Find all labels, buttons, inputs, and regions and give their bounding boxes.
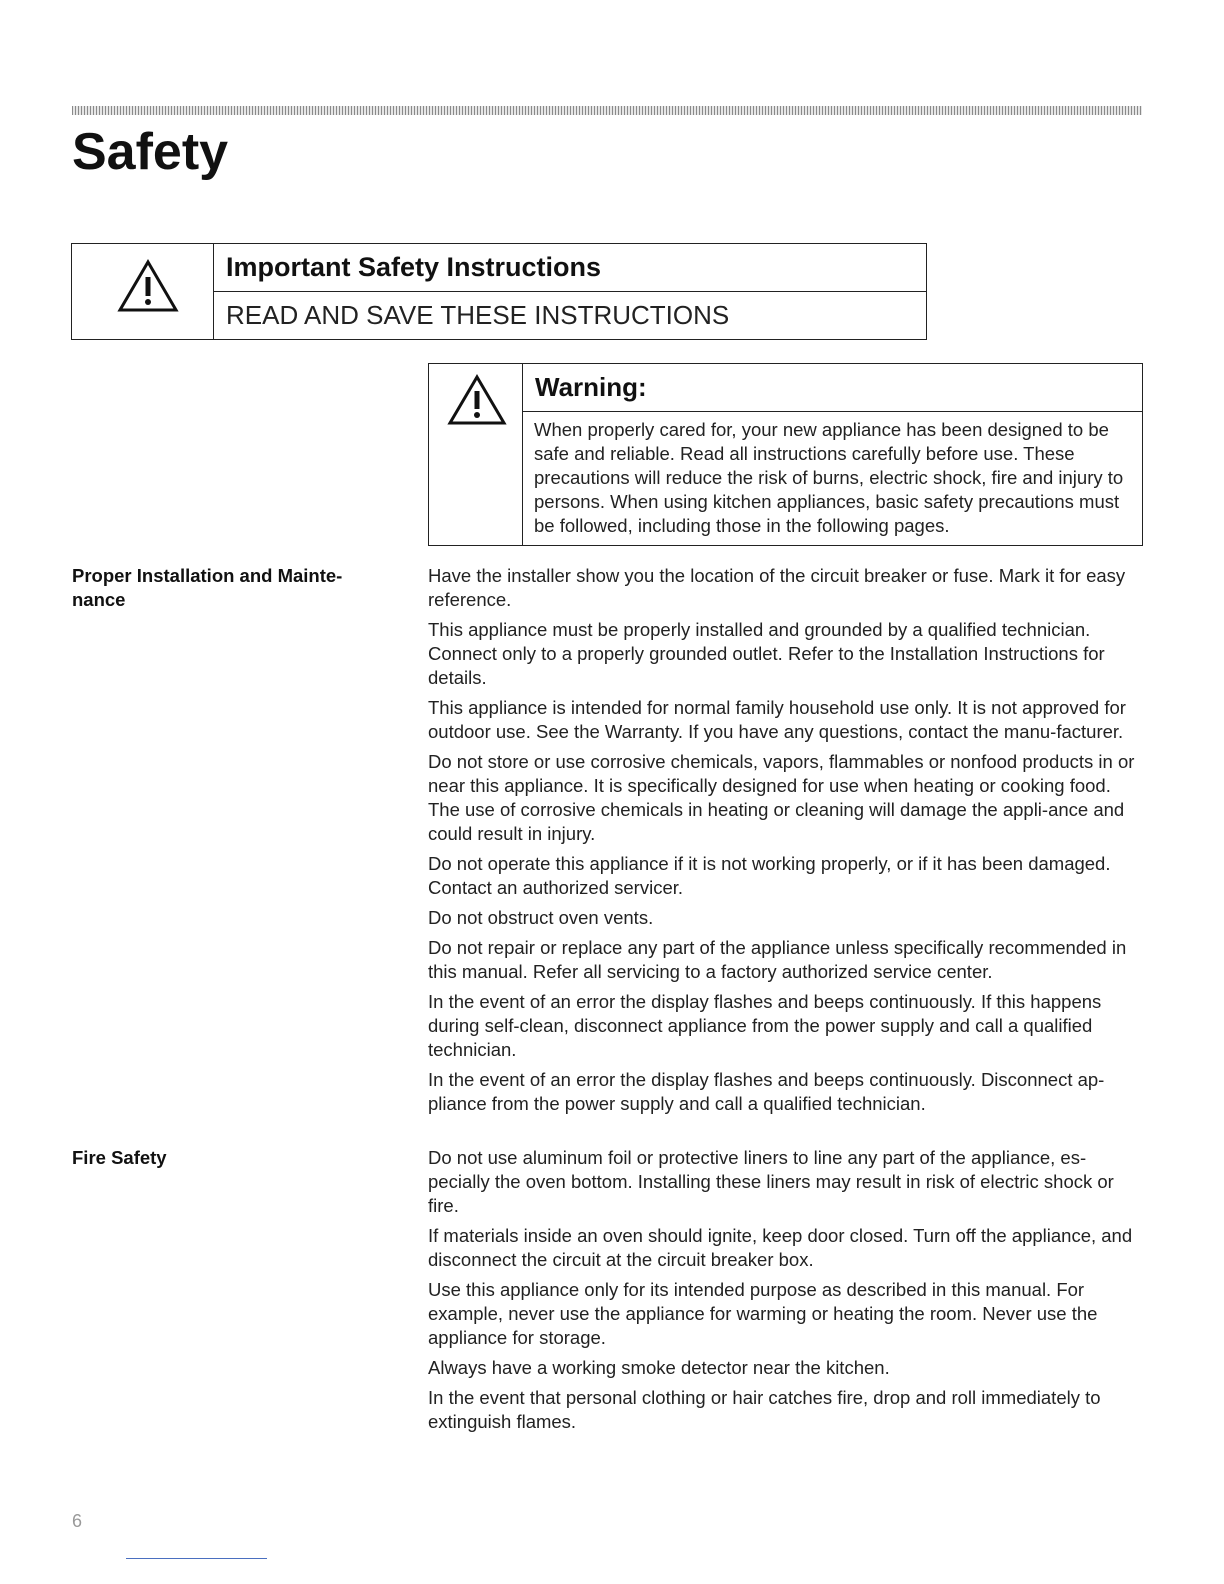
paragraph: In the event of an error the display flashes and beeps continuously. Disconnect ap-pliance from the power supply and call a qualified technician. [428, 1069, 1105, 1114]
footer-rule [126, 1558, 267, 1559]
paragraph: Do not operate this appliance if it is not working properly, or if it has been damaged. Contact an authorized servicer. [428, 853, 1111, 898]
paragraph: In the event of an error the display flashes and beeps continuously. If this happens during self-clean, disconnect appliance from the power supply and call a qualified technician. [428, 991, 1102, 1060]
page-number: 6 [72, 1511, 83, 1531]
paragraph: This appliance must be properly installed and grounded by a qualified technician. Connect only to a properly grounded outlet. Refer to the Installation Instructions for details. [428, 619, 1105, 688]
paragraph: Have the installer show you the location of the circuit breaker or fuse. Mark it for easy reference. [428, 565, 1126, 610]
paragraph: Always have a working smoke detector near the kitchen. [428, 1357, 890, 1378]
paragraph: This appliance is intended for normal family household use only. It is not approved for outdoor use. See the Warranty. If you have any questions, contact the manu-facturer. [428, 697, 1126, 742]
warning-icon-cell [429, 364, 523, 545]
paragraph: In the event that personal clothing or hair catches fire, drop and roll immediately to extinguish flames. [428, 1387, 1101, 1432]
paragraph: Use this appliance only for its intended purpose as described in this manual. For example, never use the appliance for warming or heating the room. Never use the appliance for storage. [428, 1279, 1098, 1348]
section-body-fire-safety [428, 1146, 1144, 1440]
paragraph: Do not obstruct oven vents. [428, 907, 654, 928]
important-heading: Important Safety Instructions [213, 244, 926, 292]
paragraph: If materials inside an oven should ignite, keep door closed. Turn off the appliance, and disconnect the circuit at the circuit breaker box. [428, 1225, 1133, 1270]
warning-text: When properly cared for, your new appliance has been designed to be safe and reliable. Read all instructions carefully before use. These precautions will reduce the risk of burns, electric shock, fire and injury to persons. When using kitchen appliances, basic safety precautions must be followed, including those in the following pages. [534, 419, 1124, 536]
section-body-installation [428, 564, 1144, 1122]
section-label-fire-safety: Fire Safety [72, 1147, 167, 1168]
warning-triangle-icon [117, 259, 179, 313]
paragraph: Do not store or use corrosive chemicals, vapors, flammables or nonfood products in or near this appliance. It is specifically designed for use when heating or cooking food. The use of corrosive chemicals in heating or cleaning will damage the appli-ance and could result in injury. [428, 751, 1135, 844]
warning-heading: Warning: [522, 364, 1142, 412]
page-title: Safety [72, 123, 229, 181]
warning-body [522, 412, 1142, 545]
paragraph: Do not repair or replace any part of the appliance unless specifically recommended in this manual. Refer all servicing to a factory authorized service center. [428, 937, 1127, 982]
header-rule [72, 106, 1142, 115]
warning-box [428, 363, 1143, 546]
important-safety-box [71, 243, 927, 340]
important-icon-cell [72, 244, 214, 339]
paragraph: Do not use aluminum foil or protective liners to line any part of the appliance, es-pecially the oven bottom. Installing these liners may result in risk of electric shock or fire. [428, 1147, 1114, 1216]
warning-triangle-icon [447, 374, 507, 426]
section-label-installation: Proper Installation and Mainte-nance [72, 565, 343, 610]
important-subheading: READ AND SAVE THESE INSTRUCTIONS [226, 300, 730, 330]
